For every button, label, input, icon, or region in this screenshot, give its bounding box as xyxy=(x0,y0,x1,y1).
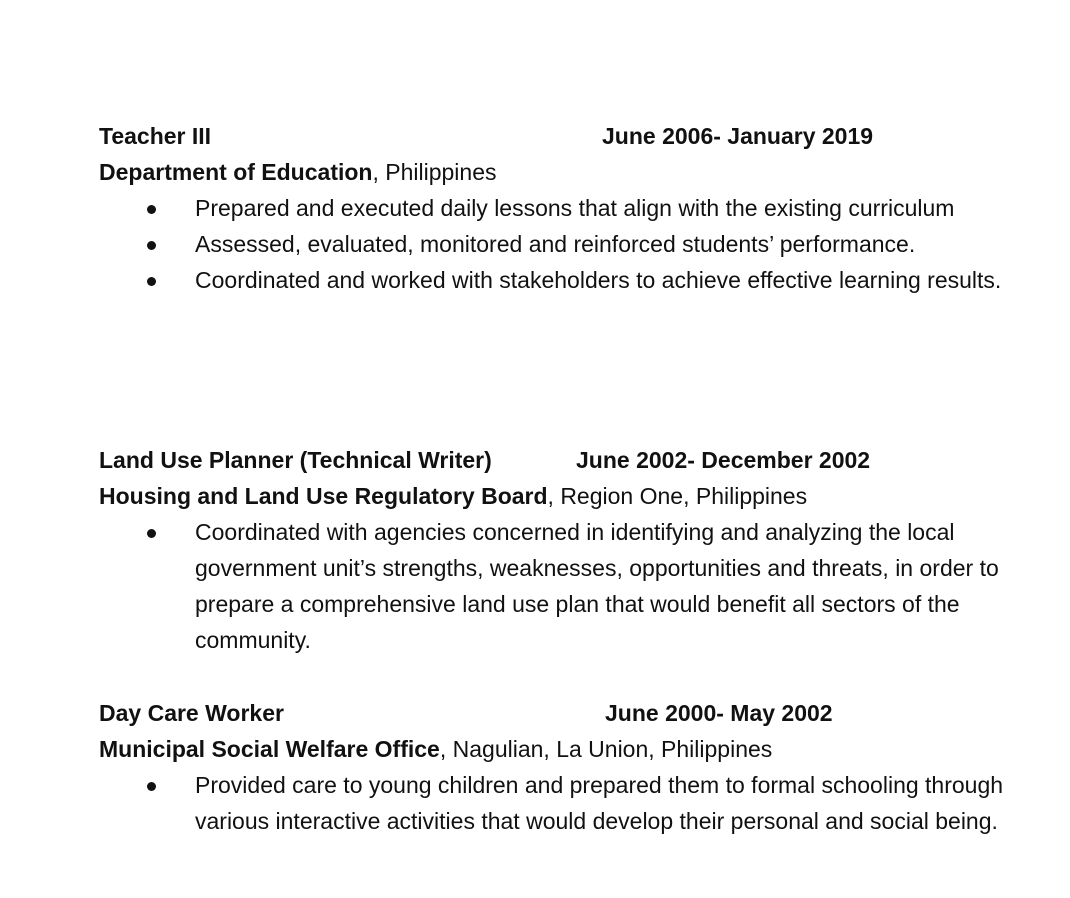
organization-name: Housing and Land Use Regulatory Board xyxy=(99,483,548,509)
job-title-row xyxy=(99,442,1029,478)
duty-item xyxy=(99,226,1029,262)
organization-location: , Nagulian, La Union, Philippines xyxy=(439,736,773,762)
duty-text: Prepared and executed daily lessons that align with the existing curriculum xyxy=(195,195,955,221)
duties-list xyxy=(99,190,1029,298)
duty-text: Assessed, evaluated, monitored and reinforced students’ performance. xyxy=(195,231,916,257)
job-organization xyxy=(99,478,1029,514)
bullet-icon xyxy=(147,277,156,286)
duty-text: Coordinated with agencies concerned in identifying and analyzing the local government unit’s strengths, weaknesses, opportunities and threats, in order to prepare a comprehensive land use plan that would benefit all sectors of the community. xyxy=(195,519,999,653)
duty-item xyxy=(99,767,1029,839)
organization-location: , Philippines xyxy=(372,159,497,185)
bullet-icon xyxy=(147,205,156,214)
duty-item xyxy=(99,514,1029,658)
job-dates: June 2002- December 2002 xyxy=(576,447,871,473)
duty-item xyxy=(99,262,1029,298)
job-entry-teacher xyxy=(99,118,1029,298)
job-organization xyxy=(99,731,1029,767)
bullet-icon xyxy=(147,529,156,538)
job-title: Land Use Planner (Technical Writer) xyxy=(99,447,492,473)
organization-name: Municipal Social Welfare Office xyxy=(99,736,440,762)
duty-text: Coordinated and worked with stakeholders to achieve effective learning results. xyxy=(195,267,1002,293)
organization-name: Department of Education xyxy=(99,159,373,185)
job-dates: June 2000- May 2002 xyxy=(605,700,833,726)
job-title-row xyxy=(99,695,1029,731)
job-title: Teacher III xyxy=(99,123,212,149)
job-title: Day Care Worker xyxy=(99,700,284,726)
job-dates: June 2006- January 2019 xyxy=(602,123,874,149)
job-entry-day-care-worker xyxy=(99,695,1029,839)
job-entry-land-use-planner xyxy=(99,442,1029,658)
organization-location: , Region One, Philippines xyxy=(547,483,808,509)
duty-text: Provided care to young children and prepared them to formal schooling through various interactive activities that would develop their personal and social being. xyxy=(195,772,1004,834)
duties-list xyxy=(99,767,1029,839)
job-title-row xyxy=(99,118,1029,154)
duty-item xyxy=(99,190,1029,226)
bullet-icon xyxy=(147,782,156,791)
bullet-icon xyxy=(147,241,156,250)
duties-list xyxy=(99,514,1029,658)
job-organization xyxy=(99,154,1029,190)
